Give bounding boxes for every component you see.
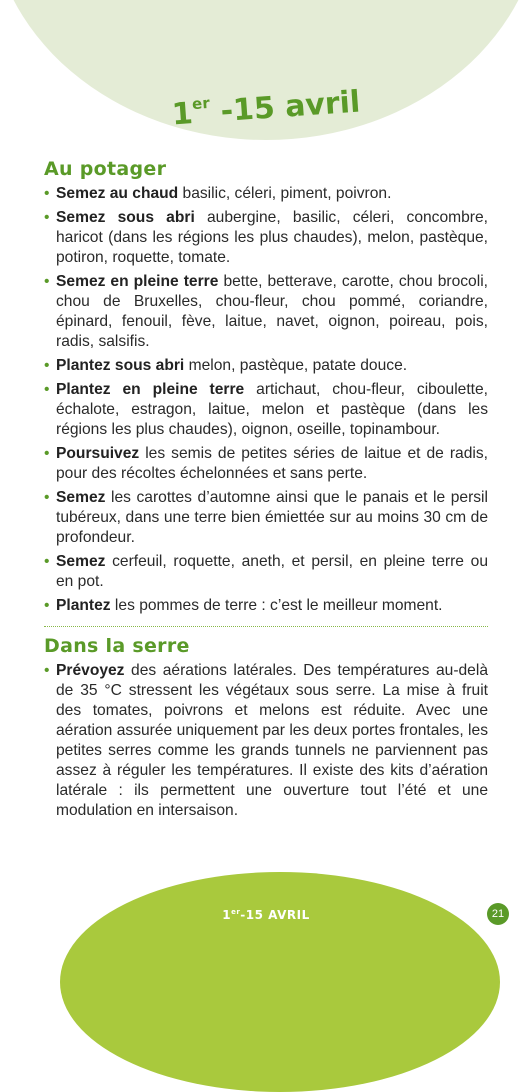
tip-action: Semez en pleine terre bbox=[56, 273, 219, 290]
bullet-icon: • bbox=[44, 273, 50, 290]
bullet-icon: • bbox=[44, 185, 50, 202]
section-title: Au potager bbox=[44, 158, 167, 180]
section-divider bbox=[44, 626, 488, 627]
page-number-badge: 21 bbox=[487, 903, 509, 925]
tip-item bbox=[44, 272, 488, 352]
bullet-icon: • bbox=[44, 209, 50, 226]
bullet-icon: • bbox=[44, 553, 50, 570]
section-serre bbox=[44, 635, 488, 821]
tip-item bbox=[44, 661, 488, 821]
tip-text: aubergine, basilic, céleri, concombre, haricot (dans les régions les plus chaudes), melon, pastèque, potiron, roquette, tomate. bbox=[56, 209, 488, 266]
tip-action: Plantez en pleine terre bbox=[56, 381, 245, 398]
tip-item bbox=[44, 184, 488, 204]
tip-text: bette, betterave, carotte, chou brocoli, chou de Bruxelles, chou-fleur, chou pommé, coriandre, épinard, fenouil, fève, laitue, navet, oignon, poireau, pois, radis, salsifis. bbox=[56, 273, 488, 350]
tip-item bbox=[44, 596, 488, 616]
tip-action: Semez au chaud bbox=[56, 185, 179, 202]
tip-text: des aérations latérales. Des températures au-delà de 35 °C stressent les végétaux sous serre. La mise à fruit des tomates, poivrons et melons est réduite. Avec une aération assurée uniquement par les deux portes frontales, les petites serres comme les grands tunnels ne parviennent pas assez à réguler les températures. Il existe des kits d’aération latérale : ils permettent une ouverture tout l’été et une modulation en intersaison. bbox=[56, 662, 488, 819]
tip-text: basilic, céleri, piment, poivron. bbox=[178, 185, 392, 202]
footer-day: 1 bbox=[222, 908, 232, 922]
tip-text: artichaut, chou-fleur, ciboulette, échalote, estragon, laitue, melon et pastèque (dans les régions les plus chaudes), oignon, oseille, topinambour. bbox=[56, 381, 488, 438]
bullet-icon: • bbox=[44, 381, 50, 398]
tip-action: Semez bbox=[56, 489, 106, 506]
tip-item bbox=[44, 488, 488, 548]
tip-action: Plantez bbox=[56, 597, 111, 614]
footer-background-shape bbox=[60, 872, 500, 1092]
tip-text: les carottes d’automne ainsi que le panais et le persil tubéreux, dans une terre bien émiettée sur au moins 30 cm de profondeur. bbox=[56, 489, 488, 546]
tip-action: Poursuivez bbox=[56, 445, 140, 462]
tip-text: les semis de petites séries de laitue et de radis, pour des récoltes échelonnées et sans perte. bbox=[56, 445, 488, 482]
tip-item bbox=[44, 552, 488, 592]
main-content bbox=[44, 158, 488, 825]
footer-range: -15 AVRIL bbox=[240, 908, 310, 922]
tip-item bbox=[44, 208, 488, 268]
date-superscript: er bbox=[191, 93, 211, 114]
date-day: 1 bbox=[170, 96, 194, 133]
tip-action: Plantez sous abri bbox=[56, 357, 185, 374]
tip-action: Semez bbox=[56, 553, 106, 570]
section-potager bbox=[44, 158, 488, 616]
tip-action: Semez sous abri bbox=[56, 209, 195, 226]
date-range: -15 avril bbox=[209, 84, 362, 130]
footer-running-title bbox=[0, 908, 532, 922]
tip-text: melon, pastèque, patate douce. bbox=[184, 357, 408, 374]
bullet-icon: • bbox=[44, 357, 50, 374]
tip-text: cerfeuil, roquette, aneth, et persil, en pleine terre ou en pot. bbox=[56, 553, 488, 590]
bullet-icon: • bbox=[44, 445, 50, 462]
tips-list bbox=[44, 184, 488, 616]
tip-action: Prévoyez bbox=[56, 662, 125, 679]
tip-item bbox=[44, 444, 488, 484]
bullet-icon: • bbox=[44, 597, 50, 614]
tip-item bbox=[44, 380, 488, 440]
bullet-icon: • bbox=[44, 662, 50, 679]
section-title: Dans la serre bbox=[44, 635, 190, 657]
footer-superscript: er bbox=[231, 908, 241, 916]
bullet-icon: • bbox=[44, 489, 50, 506]
tip-item bbox=[44, 356, 488, 376]
tip-text: les pommes de terre : c’est le meilleur moment. bbox=[110, 597, 443, 614]
tips-list bbox=[44, 661, 488, 821]
